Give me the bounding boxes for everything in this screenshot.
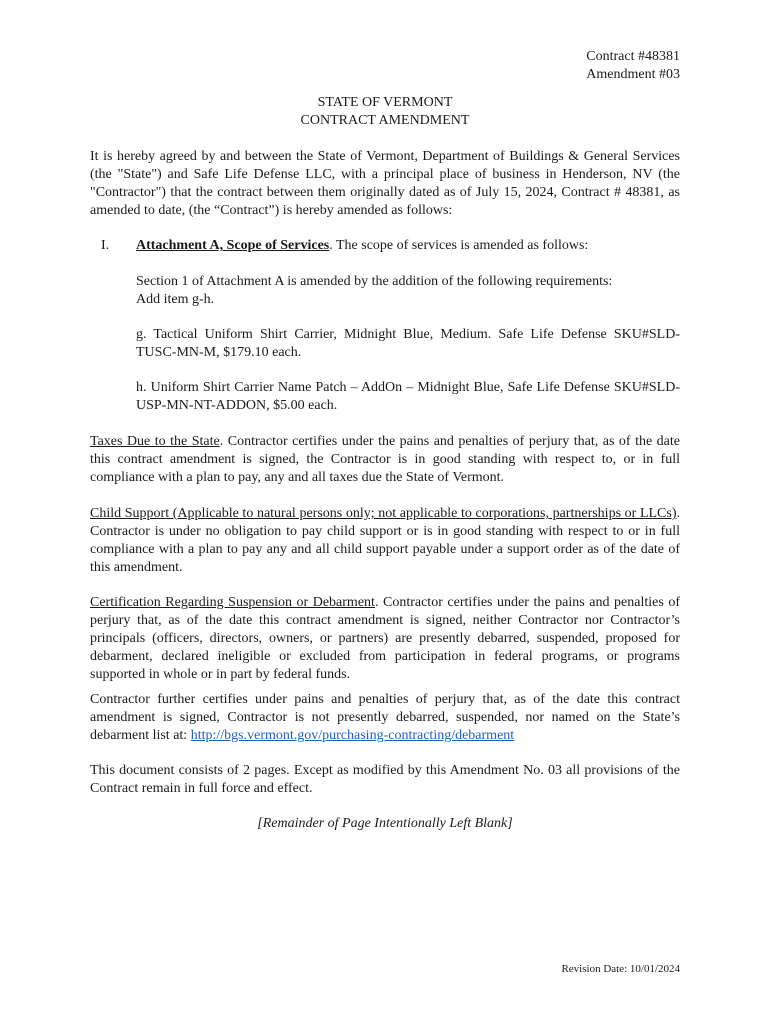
title-line-2: CONTRACT AMENDMENT	[300, 113, 470, 128]
debarment-list-link[interactable]: http://bgs.vermont.gov/purchasing-contracting/debarment	[190, 728, 515, 743]
section-1-amend-text	[136, 273, 680, 309]
item-h: h. Uniform Shirt Carrier Name Patch – AddOn – Midnight Blue, Safe Life Defense SKU#SLD-USP-MN-NT-ADDON, $5.00 each.	[136, 380, 680, 413]
document-title	[0, 94, 770, 130]
taxes-paragraph	[90, 433, 680, 487]
remainder-blank-note: [Remainder of Page Intentionally Left Blank]	[257, 816, 513, 831]
contract-number: Contract #48381	[586, 49, 680, 64]
section-1-line-a: Section 1 of Attachment A is amended by the addition of the following requirements:	[136, 274, 613, 289]
child-support-paragraph	[90, 505, 680, 577]
section-1-heading-rest: . The scope of services is amended as follows:	[329, 238, 589, 253]
intro-paragraph: It is hereby agreed by and between the State of Vermont, Department of Buildings & General Services (the "State") and Safe Life Defense LLC, with a principal place of business in Henderson, NV (the "Contractor") that the contract between them originally dated as of July 15, 2024, Contract # 48381, as amended to date, (the “Contract”) is hereby amended as follows:	[90, 149, 680, 218]
section-1-heading-paragraph	[136, 237, 680, 255]
amendment-number: Amendment #03	[586, 67, 680, 82]
section-1-line-b: Add item g-h.	[136, 292, 215, 307]
contract-header	[586, 48, 680, 84]
section-1-heading: Attachment A, Scope of Services	[136, 238, 330, 253]
debarment-paragraph	[90, 594, 680, 684]
item-g: g. Tactical Uniform Shirt Carrier, Midnight Blue, Medium. Safe Life Defense SKU#SLD-TUSC-MN-M, $179.10 each.	[136, 327, 680, 360]
revision-date: Revision Date: 10/01/2024	[561, 963, 680, 975]
taxes-body: . Contractor certifies under the pains and penalties of perjury that, as of the date this contract amendment is signed, the Contractor is in good standing with respect to, or in full compliance with a plan to pay, any and all taxes due the State of Vermont.	[90, 434, 680, 485]
debarment-para2-text: Contractor further certifies under pains and penalties of perjury that, as of the date this contract amendment is signed, Contractor is not presently debarred, suspended, nor named on the State’s debarment list at:	[90, 692, 680, 743]
taxes-heading: Taxes Due to the State	[90, 434, 220, 449]
debarment-paragraph-2	[90, 691, 680, 745]
closing-paragraph: This document consists of 2 pages. Except as modified by this Amendment No. 03 all provisions of the Contract remain in full force and effect.	[90, 763, 680, 796]
title-line-1: STATE OF VERMONT	[317, 95, 453, 110]
section-numeral: I.	[101, 238, 110, 253]
child-support-body: . Contractor is under no obligation to pay child support or is in good standing with respect to or in full compliance with a plan to pay any and all child support payable under a support order as of the date of this amendment.	[90, 506, 680, 575]
child-support-heading: Child Support (Applicable to natural persons only; not applicable to corporations, partnerships or LLCs)	[90, 506, 677, 521]
debarment-heading: Certification Regarding Suspension or Debarment	[90, 595, 375, 610]
debarment-body: . Contractor certifies under the pains and penalties of perjury that, as of the date this contract amendment is signed, neither Contractor nor Contractor’s principals (officers, directors, owners, or partners) are presently debarred, suspended, proposed for debarment, declared ineligible or excluded from participation in federal programs, or programs supported in whole or in part by federal funds.	[90, 595, 680, 682]
